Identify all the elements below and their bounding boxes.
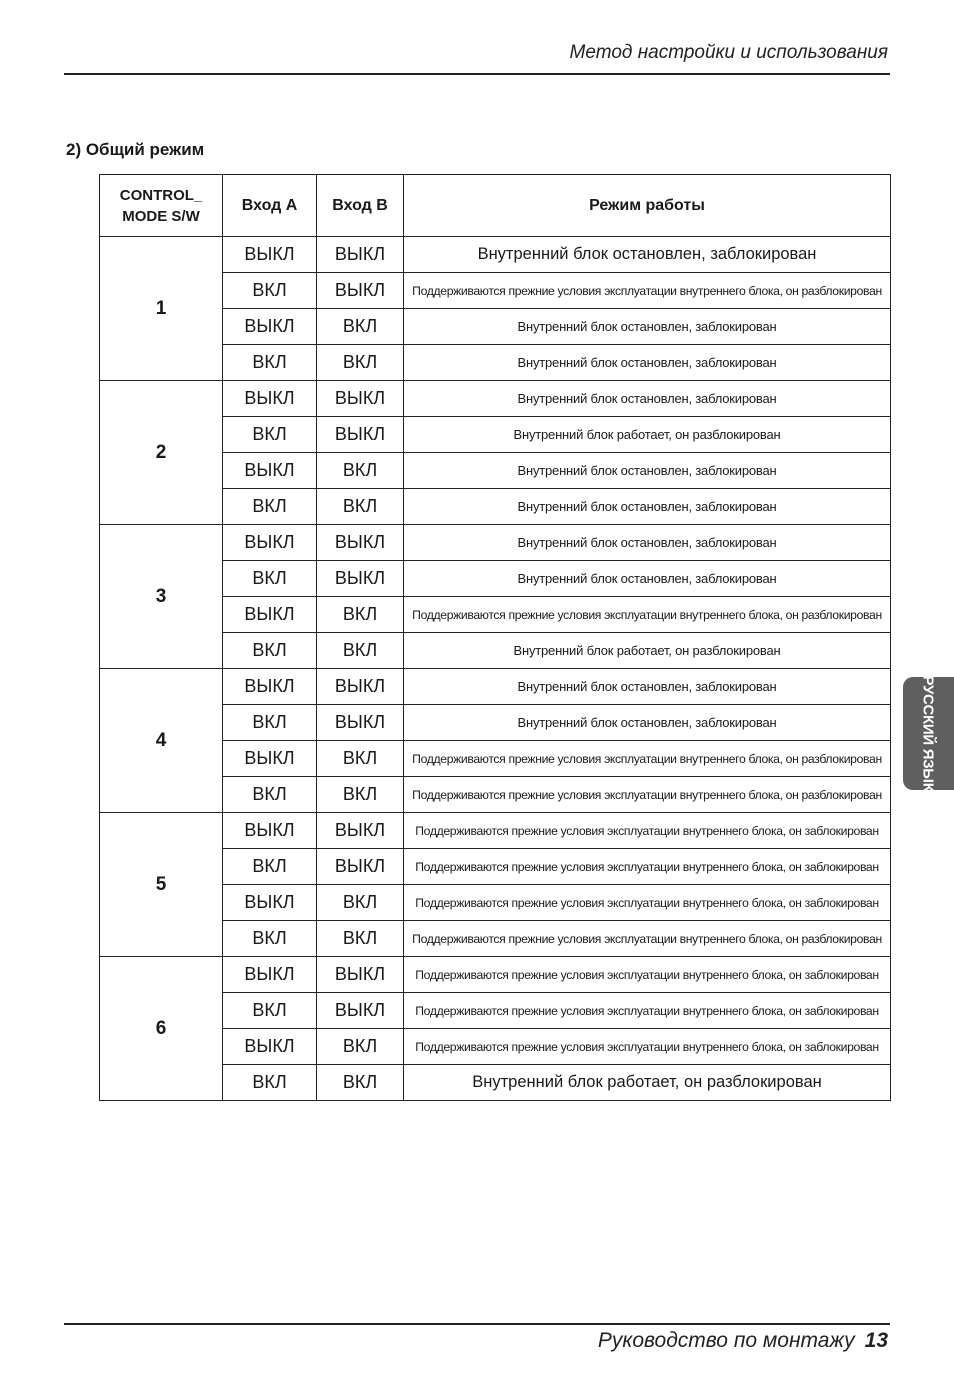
operation-state-cell: Поддерживаются прежние условия эксплуатации внутреннего блока, он разблокирован: [404, 777, 891, 813]
input-a-cell: ВЫКЛ: [223, 237, 317, 273]
operation-state-cell: Внутренний блок остановлен, заблокирован: [404, 345, 891, 381]
header-input-b: Вход B: [317, 175, 404, 237]
mode-number-cell: 4: [100, 669, 223, 813]
mode-number-cell: 6: [100, 957, 223, 1101]
header-control-line2: MODE S/W: [122, 207, 200, 225]
input-b-cell: ВЫКЛ: [317, 705, 404, 741]
operation-state-cell: Внутренний блок остановлен, заблокирован: [404, 309, 891, 345]
operation-state-cell: Внутренний блок остановлен, заблокирован: [404, 669, 891, 705]
input-a-cell: ВКЛ: [223, 489, 317, 525]
mode-number-cell: 2: [100, 381, 223, 525]
input-b-cell: ВКЛ: [317, 597, 404, 633]
input-b-cell: ВКЛ: [317, 309, 404, 345]
input-b-cell: ВЫКЛ: [317, 849, 404, 885]
mode-number-cell: 1: [100, 237, 223, 381]
table-row: [100, 957, 891, 993]
header-input-a: Вход A: [223, 175, 317, 237]
operation-state-cell: Внутренний блок остановлен, заблокирован: [404, 453, 891, 489]
input-a-cell: ВЫКЛ: [223, 597, 317, 633]
header-title: Метод настройки и использования: [569, 42, 888, 63]
input-b-cell: ВКЛ: [317, 741, 404, 777]
input-a-cell: ВКЛ: [223, 705, 317, 741]
input-a-cell: ВЫКЛ: [223, 885, 317, 921]
input-a-cell: ВКЛ: [223, 777, 317, 813]
input-b-cell: ВКЛ: [317, 633, 404, 669]
input-b-cell: ВЫКЛ: [317, 561, 404, 597]
input-b-cell: ВКЛ: [317, 777, 404, 813]
operation-state-cell: Поддерживаются прежние условия эксплуатации внутреннего блока, он разблокирован: [404, 921, 891, 957]
operation-state-cell: Внутренний блок работает, он разблокирован: [404, 633, 891, 669]
input-b-cell: ВЫКЛ: [317, 273, 404, 309]
operation-state-cell: Внутренний блок работает, он разблокирован: [404, 1065, 891, 1101]
operation-state-cell: Внутренний блок остановлен, заблокирован: [404, 525, 891, 561]
operation-state-cell: Поддерживаются прежние условия эксплуатации внутреннего блока, он заблокирован: [404, 993, 891, 1029]
operation-state-cell: Внутренний блок остановлен, заблокирован: [404, 237, 891, 273]
input-b-cell: ВЫКЛ: [317, 813, 404, 849]
input-a-cell: ВКЛ: [223, 849, 317, 885]
input-b-cell: ВЫКЛ: [317, 993, 404, 1029]
header-control-line1: CONTROL_: [119, 186, 203, 204]
input-a-cell: ВЫКЛ: [223, 381, 317, 417]
operation-state-cell: Внутренний блок работает, он разблокирован: [404, 417, 891, 453]
input-b-cell: ВКЛ: [317, 921, 404, 957]
input-a-cell: ВЫКЛ: [223, 453, 317, 489]
input-a-cell: ВКЛ: [223, 993, 317, 1029]
operation-state-cell: Поддерживаются прежние условия эксплуатации внутреннего блока, он заблокирован: [404, 1029, 891, 1065]
input-a-cell: ВКЛ: [223, 345, 317, 381]
input-a-cell: ВЫКЛ: [223, 525, 317, 561]
mode-number-cell: 5: [100, 813, 223, 957]
input-b-cell: ВЫКЛ: [317, 957, 404, 993]
input-b-cell: ВЫКЛ: [317, 525, 404, 561]
input-a-cell: ВКЛ: [223, 633, 317, 669]
input-b-cell: ВКЛ: [317, 453, 404, 489]
input-a-cell: ВКЛ: [223, 921, 317, 957]
footer: [598, 1329, 888, 1353]
input-b-cell: ВКЛ: [317, 489, 404, 525]
input-a-cell: ВКЛ: [223, 273, 317, 309]
operation-state-cell: Внутренний блок остановлен, заблокирован: [404, 381, 891, 417]
input-a-cell: ВКЛ: [223, 1065, 317, 1101]
input-a-cell: ВЫКЛ: [223, 669, 317, 705]
language-tab-label: РУССКИЙ ЯЗЫК: [920, 675, 938, 792]
input-a-cell: ВЫКЛ: [223, 813, 317, 849]
header-operation-mode: Режим работы: [404, 175, 891, 237]
operation-state-cell: Внутренний блок остановлен, заблокирован: [404, 489, 891, 525]
section-title: 2) Общий режим: [66, 140, 205, 159]
input-a-cell: ВЫКЛ: [223, 957, 317, 993]
input-b-cell: ВКЛ: [317, 1029, 404, 1065]
input-b-cell: ВКЛ: [317, 1065, 404, 1101]
input-b-cell: ВЫКЛ: [317, 417, 404, 453]
input-a-cell: ВЫКЛ: [223, 741, 317, 777]
input-a-cell: ВЫКЛ: [223, 309, 317, 345]
table-header-row: [100, 175, 891, 237]
header-control-mode-sw: [100, 175, 223, 237]
operation-state-cell: Поддерживаются прежние условия эксплуатации внутреннего блока, он разблокирован: [404, 597, 891, 633]
operation-state-cell: Поддерживаются прежние условия эксплуатации внутреннего блока, он заблокирован: [404, 813, 891, 849]
table-row: [100, 813, 891, 849]
footer-divider: [64, 1323, 890, 1325]
operation-state-cell: Поддерживаются прежние условия эксплуатации внутреннего блока, он заблокирован: [404, 849, 891, 885]
input-b-cell: ВЫКЛ: [317, 237, 404, 273]
mode-table: [99, 174, 891, 1101]
table-row: [100, 237, 891, 273]
mode-number-cell: 3: [100, 525, 223, 669]
language-side-tab: [903, 677, 954, 790]
input-a-cell: ВЫКЛ: [223, 1029, 317, 1065]
table-row: [100, 525, 891, 561]
operation-state-cell: Поддерживаются прежние условия эксплуатации внутреннего блока, он разблокирован: [404, 741, 891, 777]
footer-title: Руководство по монтажу: [597, 1329, 855, 1352]
header-divider: [64, 73, 890, 75]
operation-state-cell: Поддерживаются прежние условия эксплуатации внутреннего блока, он заблокирован: [404, 957, 891, 993]
operation-state-cell: Внутренний блок остановлен, заблокирован: [404, 561, 891, 597]
input-b-cell: ВЫКЛ: [317, 669, 404, 705]
input-b-cell: ВКЛ: [317, 345, 404, 381]
input-b-cell: ВКЛ: [317, 885, 404, 921]
page-number: 13: [864, 1329, 888, 1352]
input-a-cell: ВКЛ: [223, 561, 317, 597]
table-row: [100, 669, 891, 705]
operation-state-cell: Поддерживаются прежние условия эксплуатации внутреннего блока, он разблокирован: [404, 273, 891, 309]
operation-state-cell: Поддерживаются прежние условия эксплуатации внутреннего блока, он заблокирован: [404, 885, 891, 921]
input-a-cell: ВКЛ: [223, 417, 317, 453]
table-row: [100, 381, 891, 417]
input-b-cell: ВЫКЛ: [317, 381, 404, 417]
operation-state-cell: Внутренний блок остановлен, заблокирован: [404, 705, 891, 741]
